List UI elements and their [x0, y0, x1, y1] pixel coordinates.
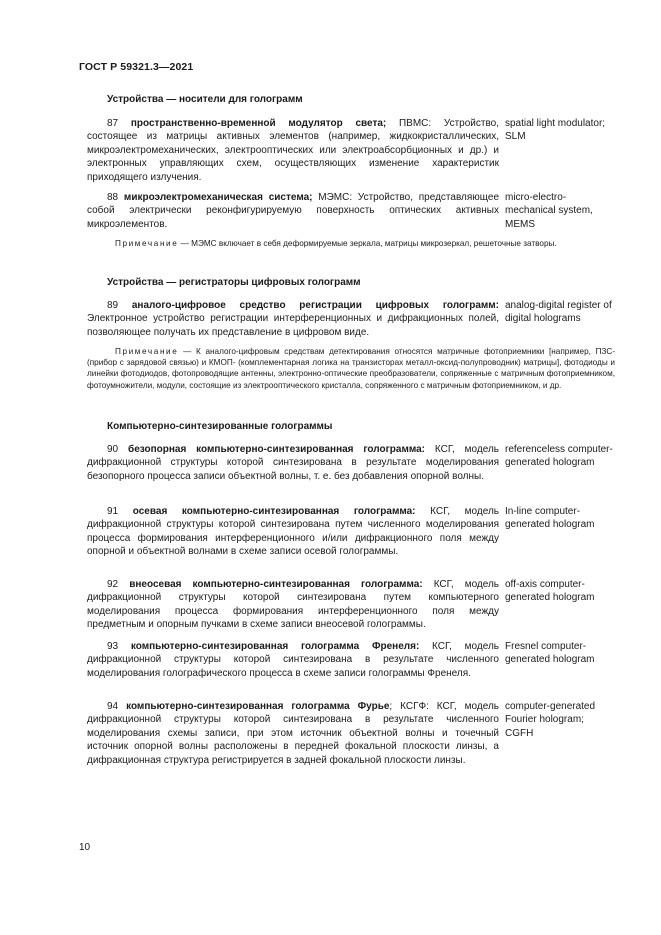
term-definition: ПВМС: Устройство, состоящее из матрицы активных элементов (например, жидкокристаллических, микроэлектромеханических, электрооптических или электроабсорбционных и др.) и электронных управляющих схем, осуществляющих изменение характеристик приходящего излучения. [87, 118, 500, 183]
term-english-92: off-axis computer-generated hologram [505, 579, 595, 604]
term-definition: КСГ, модель дифракционной структуры которой синтезирована в результате моделирования безопорного процесса записи объектной волны, т. е. без добавления опорной волны. [87, 444, 499, 482]
standard-header: ГОСТ Р 59321.3—2021 [79, 61, 194, 73]
term-name: компьютерно-синтезированная голограмма Френеля: [130, 641, 420, 652]
note-text: — К аналого-цифровым средствам детектирования относятся матричные фотоприемники [например, ПЗС- (прибор с зарядовой связью) и КМОП- (комплементарная логика на транзисторах металл-оксид-полупроводник) матрицы], фотодиоды и линейки фотодиодов, фотопроводящие антенны, электронно-оптические преобразователи, сопряженные с матричным фотоприемником, фотоумножители, модули, состоящие из электрооптического кристалла, сопряженного с матричным фотоприемником, и др. [87, 347, 615, 390]
term-english-89: analog-digital register of digital holograms [505, 300, 612, 325]
term-name: компьютерно-синтезированная голограмма Фурье [126, 701, 390, 712]
section-title-storage-devices: Устройства — носители для голограмм [107, 94, 303, 105]
term-definition: КСГ, модель дифракционной структуры которой синтезирована в результате численного моделирования голографического процесса в схеме записи голограммы Френеля. [87, 641, 499, 679]
note-analog-digital [87, 346, 615, 391]
note-label: Примечание [115, 239, 179, 248]
section-title-digital-registrars: Устройства — регистраторы цифровых голограмм [107, 277, 361, 288]
term-number: 94 [107, 701, 119, 712]
term-definition: ; КСГФ: КСГ, модель дифракционной структуры которой синтезирована в результате численного моделирования схемы записи, при этом источник объектной волны и точечный источник опорной волны расположены в передней фокальной плоскости линзы, а дифракционная структура регистрируется в задней фокальной плоскости линзы. [87, 701, 499, 766]
term-number: 89 [107, 300, 119, 311]
term-entry-88 [87, 191, 499, 231]
term-entry-90 [87, 443, 499, 483]
term-english-88: micro-electro-mechanical system, MEMS [505, 192, 593, 230]
term-number: 93 [107, 641, 119, 652]
term-definition: КСГ, модель дифракционной структуры которой синтезирована путем компьютерного моделирования процесса формирования интерференционного поля между предметным и опорным пучками в схеме записи внеосевой голограммы. [87, 579, 500, 631]
term-entry-93 [87, 640, 499, 680]
term-definition: МЭМС: Устройство, представляющее собой электрически реконфигурируемую поверхность оптических активных микроэлементов. [87, 192, 500, 230]
term-name: внеосевая компьютерно-синтезированная голограмма: [129, 579, 423, 590]
term-entry-92 [87, 578, 499, 632]
term-number: 92 [107, 579, 119, 590]
term-name: микроэлектромеханическая система; [123, 192, 313, 203]
page-number: 10 [79, 842, 91, 853]
term-entry-91 [87, 505, 499, 559]
term-english-90: referenceless computer-generated hologram [505, 444, 613, 469]
note-label: Примечание [115, 347, 179, 356]
term-number: 87 [107, 118, 119, 129]
note-mems [87, 238, 615, 249]
term-name: осевая компьютерно-синтезированная голограмма: [132, 506, 416, 517]
term-number: 88 [107, 192, 119, 203]
term-name: безопорная компьютерно-синтезированная голограмма: [128, 444, 426, 455]
term-english-87: spatial light modulator; SLM [505, 118, 606, 143]
term-english-91: In-line computer-generated hologram [505, 506, 595, 531]
term-entry-94 [87, 700, 499, 767]
term-english-94: computer-generated Fourier hologram; CGFH [505, 701, 596, 739]
term-definition: Электронное устройство регистрации интерференционных и дифракционных полей, позволяющее получать их представление в цифровом виде. [87, 313, 499, 338]
note-text: — МЭМС включает в себя деформируемые зеркала, матрицы микрозеркал, решеточные затворы. [178, 239, 557, 248]
term-name: аналого-цифровое средство регистрации цифровых голограмм: [131, 300, 500, 311]
term-entry-87 [87, 117, 499, 184]
term-definition: КСГ, модель дифракционной структуры которой синтезирована путем численного моделирования процесса формирования интерференционного и/или дифракционного поля между опорной и объектной волнами в схеме записи осевой голограммы. [87, 506, 499, 558]
term-english-93: Fresnel computer-generated hologram [505, 641, 595, 666]
term-entry-89 [87, 299, 499, 339]
term-name: пространственно-временной модулятор света; [130, 118, 387, 129]
section-title-cgh: Компьютерно-синтезированные голограммы [107, 421, 333, 432]
term-number: 91 [107, 506, 119, 517]
term-number: 90 [107, 444, 119, 455]
